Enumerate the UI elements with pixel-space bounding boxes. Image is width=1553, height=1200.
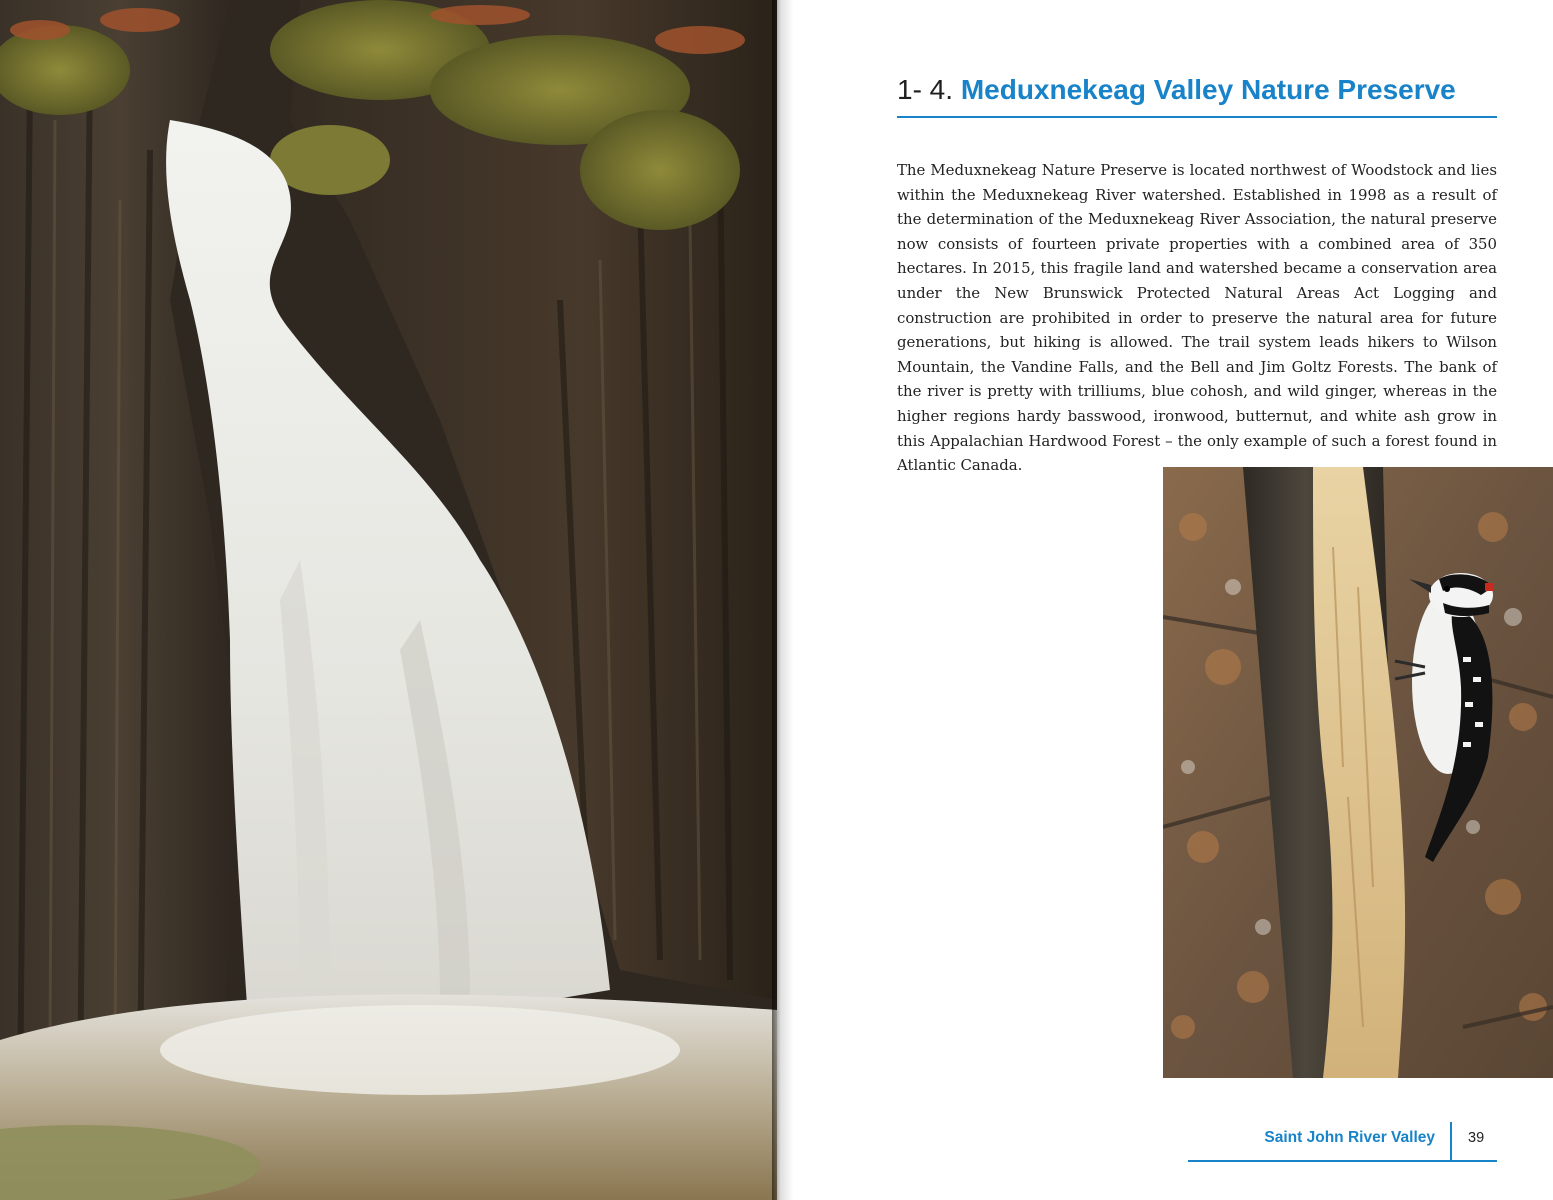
heading-underline (897, 116, 1497, 118)
footer-underline (1188, 1160, 1497, 1162)
section-number: 1- 4. (897, 74, 954, 105)
footer-divider (1450, 1122, 1452, 1160)
section-heading (897, 70, 1456, 110)
running-footer-section: Saint John River Valley (1264, 1129, 1435, 1146)
woodpecker-photo (1163, 467, 1553, 1078)
page-number: 39 (1468, 1130, 1485, 1146)
section-title: Meduxnekeag Valley Nature Preserve (960, 74, 1456, 105)
body-paragraph: The Meduxnekeag Nature Preserve is located northwest of Woodstock and lies within the Meduxnekeag River watershed. Established in 1998 as a result of the determination of the Meduxnekeag River Association, the natural preserve now consists of fourteen private properties with a combined area of 350 hectares. In 2015, this fragile land and watershed became a conservation area under the New Brunswick Protected Natural Areas Act Logging and construction are prohibited in order to preserve the natural area for future generations, but hiking is allowed. The trail system leads hikers to Wilson Mountain, the Vandine Falls, and the Bell and Jim Goltz Forests. The bank of the river is pretty with trilliums, blue cohosh, and wild ginger, whereas in the higher regions hardy basswood, ironwood, butternut, and white ash grow in this Appalachian Hardwood Forest – the only example of such a forest found in Atlantic Canada. (897, 161, 1497, 475)
page-gutter-shadow (772, 0, 794, 1200)
